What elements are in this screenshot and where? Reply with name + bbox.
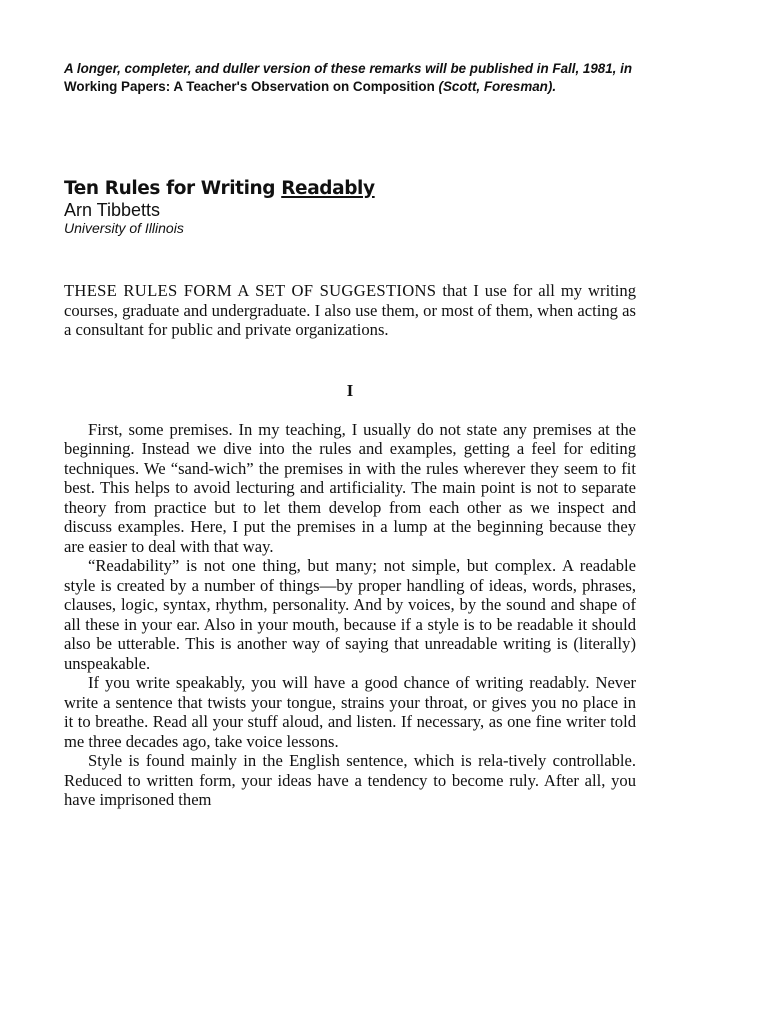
note-italic-tail: (Scott, Foresman). — [438, 78, 557, 94]
author-name: Arn Tibbetts — [64, 200, 161, 220]
document-page — [64, 60, 636, 810]
article-title — [64, 178, 636, 200]
title-lead: Ten Rules for Writing — [64, 178, 276, 199]
section-heading: I — [346, 380, 354, 400]
note-italic-lead: A longer, completer, and duller version of these remarks will be published in Fall, 1981, in — [64, 61, 633, 76]
body-paragraph: “Readability” is not one thing, but many; not simple, but complex. A readable style is created by a number of things—by proper handling of ideas, words, phrases, clauses, logic, syntax, rhythm, personality. And by voices, by the sound and shape of all these in your ear. Also in your mouth, because if a style is to be readable it should also be utterable. This is another way of saying that unreadable writing is (literally) unspeakable. — [64, 556, 636, 673]
title-underlined-word: Readably — [281, 178, 375, 199]
body-paragraph: First, some premises. In my teaching, I usually do not state any premises at the beginning. Instead we dive into the rules and examples, getting a feel for editing techniques. We “sand-wich” the premises in with the rules wherever they seem to fit best. This helps to avoid lecturing and artificiality. The main point is not to separate theory from practice but to let them develop from each other as we inspect and discuss examples. Here, I put the premises in a lump at the beginning because they are easier to deal with that way. — [64, 419, 636, 556]
body-paragraph: Style is found mainly in the English sentence, which is rela-tively controllable. Reduced to written form, your ideas have a tendency to become ruly. After all, you have imprisoned them — [64, 751, 636, 809]
intro-rest: that I use for all my writing courses, graduate and undergraduate. I also use them, or most of them, when acting as a consultant for public and private organizations. — [64, 281, 636, 339]
author-affiliation: University of Illinois — [64, 220, 184, 236]
publication-note — [64, 60, 636, 95]
body-paragraph: If you write speakably, you will have a good chance of writing readably. Never write a sentence that twists your tongue, strains your throat, or gives you no place in it to breathe. Read all your stuff aloud, and listen. If necessary, as one fine writer told me three decades ago, take voice lessons. — [64, 673, 636, 751]
intro-lead-caps: THESE RULES FORM A SET OF SUGGESTIONS — [64, 281, 437, 300]
note-work-title: Working Papers: A Teacher's Observation on Composition — [64, 78, 435, 94]
intro-paragraph — [64, 281, 636, 340]
